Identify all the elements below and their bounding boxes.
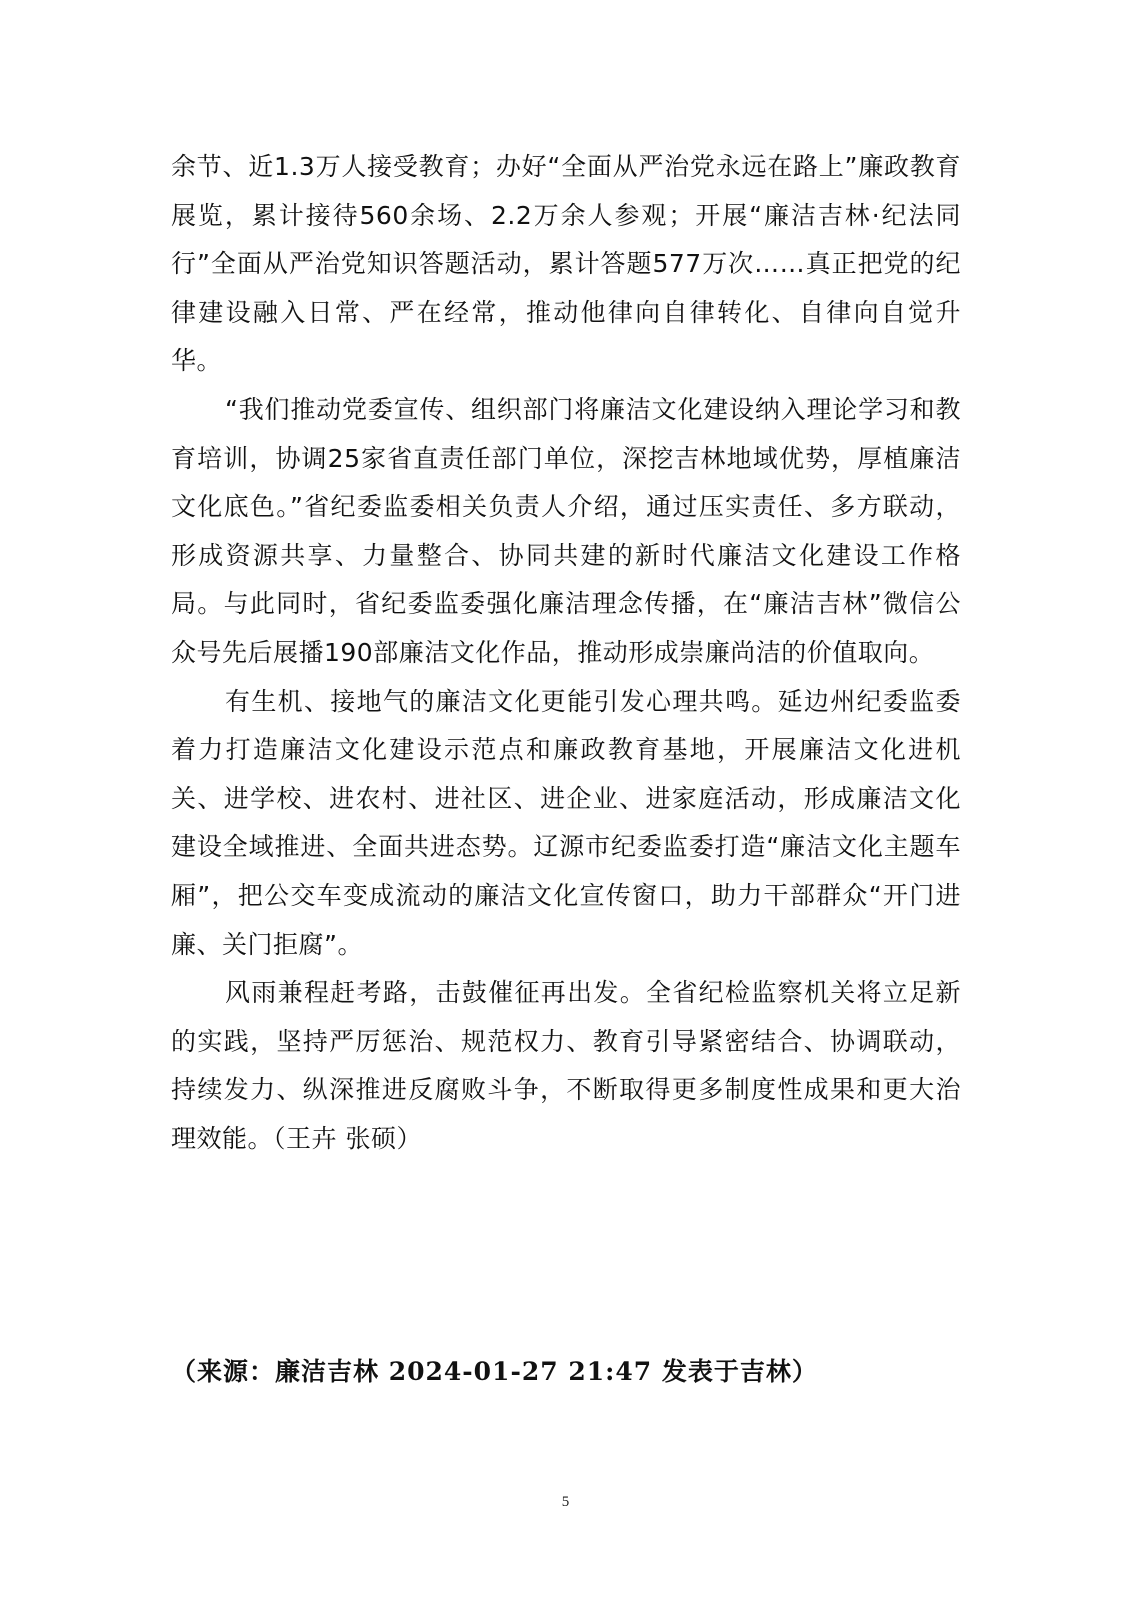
article-paragraph-1: 余节、近1.3万人接受教育；办好“全面从严治党永远在路上”廉政教育展览，累计接待560余场、2.2万余人参观；开展“廉洁吉林·纪法同行”全面从严治党知识答题活动，累计答题577万次……真正把党的纪律建设融入日常、严在经常，推动他律向自律转化、自律向自觉升华。 xyxy=(171,152,961,376)
source-attribution: （来源：廉洁吉林 2024-01-27 21:47 发表于吉林） xyxy=(171,1357,818,1386)
article-paragraph-2: “我们推动党委宣传、组织部门将廉洁文化建设纳入理论学习和教育培训，协调25家省直责任部门单位，深挖吉林地域优势，厚植廉洁文化底色。”省纪委监委相关负责人介绍，通过压实责任、多方联动，形成资源共享、力量整合、协同共建的新时代廉洁文化建设工作格局。与此同时，省纪委监委强化廉洁理念传播，在“廉洁吉林”微信公众号先后展播190部廉洁文化作品，推动形成崇廉尚洁的价值取向。 xyxy=(171,394,961,667)
page-number: 5 xyxy=(561,1494,570,1510)
article-paragraph-3: 有生机、接地气的廉洁文化更能引发心理共鸣。延边州纪委监委着力打造廉洁文化建设示范点和廉政教育基地，开展廉洁文化进机关、进学校、进农村、进社区、进企业、进家庭活动，形成廉洁文化建设全域推进、全面共进态势。辽源市纪委监委打造“廉洁文化主题车厢”，把公交车变成流动的廉洁文化宣传窗口，助力干部群众“开门进廉、关门拒腐”。 xyxy=(171,686,961,959)
article-body xyxy=(171,143,961,1163)
article-paragraph-4: 风雨兼程赶考路，击鼓催征再出发。全省纪检监察机关将立足新的实践，坚持严厉惩治、规范权力、教育引导紧密结合、协调联动，持续发力、纵深推进反腐败斗争，不断取得更多制度性成果和更大治理效能。（王卉 张硕） xyxy=(171,978,961,1153)
